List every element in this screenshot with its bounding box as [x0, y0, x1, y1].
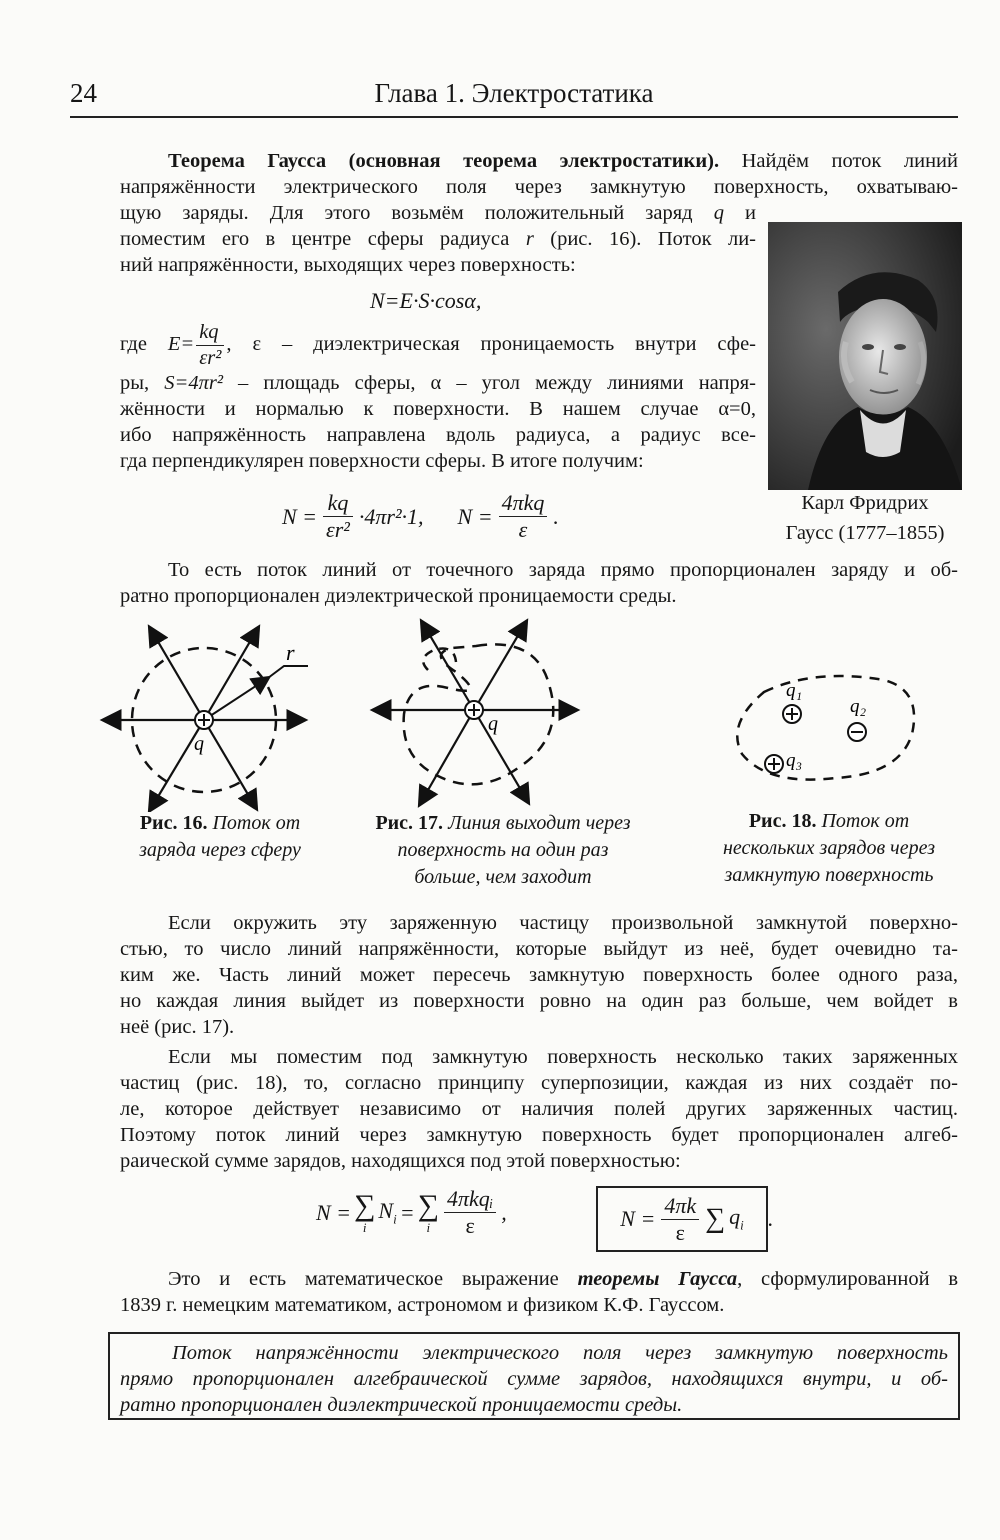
gauss-portrait — [768, 222, 962, 490]
figure-18-diagram — [724, 664, 924, 796]
label-q2: q₂ — [850, 696, 867, 717]
equation-flux-result: N = $\frac{kq}{\text{εr²}}$ ·4πr²·1, N = $\frac{\text{4πkq}}{\varepsilon}$ . — [282, 490, 559, 542]
label-q3: q₃ — [786, 750, 803, 771]
running-head — [70, 76, 958, 118]
radius-arrow — [204, 678, 268, 720]
definition-paragraph: где E= $\frac{kq}{\text{εr²}}$ , ε – диэлектрическая проницаемость внутри сфе- ры, S=4πr² – площадь сферы, α – угол между линиями напря- жённости и нормалью к поверхности. В нашем случае α=0, ибо напряжённость направлена вдоль радиуса, а радиус все- гда перпендикулярен поверхности сферы. В итоге получим: — [120, 321, 756, 472]
intro-paragraph-side: щую заряды. Для этого возьмём положительный заряд q и поместим его в центре сферы радиуса r (рис. 16). Поток ли- ний напряжённости, выходящих через поверхность: — [120, 202, 757, 276]
label-q: q — [194, 733, 204, 755]
fraction-E: $\frac{kq}{\text{εr²}}$ — [196, 322, 224, 368]
equation-flux-basic: N=E·S·cosα, — [370, 288, 482, 313]
expression-paragraph: Это и есть математическое выражение теоремы Гаусса, сформулированной в 1839 г. немецким математиком, астрономом и физиком К.Ф. Гауссом. — [120, 1268, 959, 1316]
portrait-caption: Карл Фридрих Гаусс (1777–1855) — [785, 492, 945, 544]
gauss-theorem-term: теоремы Гаусса — [577, 1268, 738, 1290]
surround-paragraph: Если окружить эту заряженную частицу произвольной замкнутой поверхно- стью, то число линий напряжённости, которые выйдут из неё, будет очевидно та- ким же. Часть линий может пересечь замкнутую поверхность более одного раза, но каждая линия выйдет из поверхности ровно на один раз больше, чем войдет в неё (рис. 17). — [120, 912, 958, 1038]
figure-16-caption: Рис. 16. Поток от заряда через сферу — [139, 812, 301, 861]
intro-paragraph-top: Теорема Гаусса (основная теорема электростатики). Найдём поток линий напряжённости электрического поля через замкнутую поверхность, охватываю- — [120, 150, 958, 198]
closed-surface-dashed — [737, 676, 914, 780]
theorem-heading: Теорема Гаусса (основная теорема электростатики). — [168, 150, 720, 172]
page-number: 24 — [70, 78, 97, 108]
figure-17-diagram — [368, 618, 590, 812]
equation-dot: . — [768, 1206, 774, 1231]
chapter-title: Глава 1. Электростатика — [374, 78, 654, 108]
figure-16-diagram — [96, 622, 316, 812]
figure-18-caption: Рис. 18. Поток от нескольких зарядов через замкнутую поверхность — [722, 810, 936, 886]
label-r: r — [286, 640, 295, 665]
boxed-gauss-theorem: N = $\frac{4\pi k}{\varepsilon}$ ∑ $q_i$ — [596, 1186, 768, 1252]
figure-17-caption: Рис. 17. Линия выходит через поверхность на один раз больше, чем заходит — [375, 812, 631, 888]
label-q: q — [488, 713, 498, 735]
portrait-drawing — [768, 222, 962, 490]
equation-gauss-sum: N = ∑ i $N_i$ = ∑ i $\frac{\text{4πkqᵢ}}{\varepsilon}$ , — [316, 1186, 507, 1238]
several-charges-paragraph: Если мы поместим под замкнутую поверхность несколько таких заряженных частиц (рис. 18), то, согласно принципу суперпозиции, каждая из них создаёт по- ле, которое действует независимо от наличия полей других заряженных частиц. Поэтому поток линий через замкнутую поверхность будет пропорционален алгеб- раической сумме зарядов, находящихся под этой поверхностью: — [120, 1046, 958, 1172]
proportional-paragraph: То есть поток линий от точечного заряда прямо пропорционален заряду и об- ратно пропорционален диэлектрической проницаемости среды. — [120, 559, 958, 607]
label-q1: q₁ — [786, 680, 803, 701]
theorem-statement-box: Поток напряжённости электрического поля через замкнутую поверхность прямо пропорционален алгебраической сумме зарядов, находящихся внутри, и об- ратно пропорционален диэлектрической проницаемости среды. — [108, 1332, 960, 1420]
